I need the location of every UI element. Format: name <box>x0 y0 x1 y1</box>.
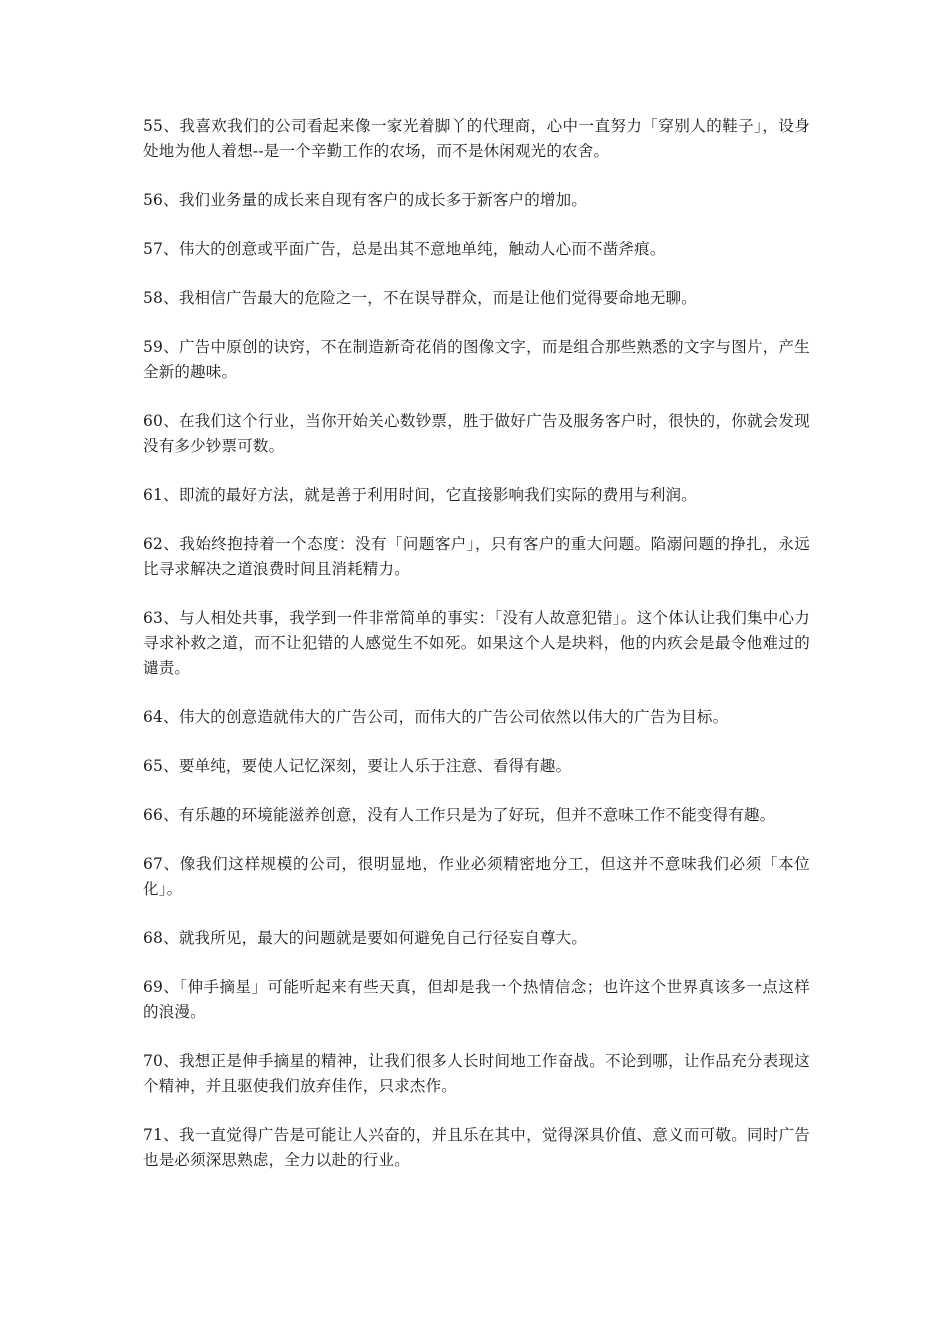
paragraph-60: 60、在我们这个行业，当你开始关心数钞票，胜于做好广告及服务客户时，很快的，你就会发现没有多少钞票可数。 <box>143 412 810 455</box>
paragraph-67: 67、像我们这样规模的公司，很明显地，作业必须精密地分工，但这并不意味我们必须「本位化」。 <box>143 855 810 898</box>
paragraph-65: 65、要单纯，要使人记忆深刻，要让人乐于注意、看得有趣。 <box>143 757 572 775</box>
paragraph-57: 57、伟大的创意或平面广告，总是出其不意地单纯，触动人心而不凿斧痕。 <box>143 240 666 258</box>
document-page <box>143 114 810 1197</box>
paragraph-55: 55、我喜欢我们的公司看起来像一家光着脚丫的代理商，心中一直努力「穿别人的鞋子」，设身处地为他人着想--是一个辛勤工作的农场，而不是休闲观光的农舍。 <box>143 117 810 160</box>
paragraph-64: 64、伟大的创意造就伟大的广告公司，而伟大的广告公司依然以伟大的广告为目标。 <box>143 708 729 726</box>
paragraph-59: 59、广告中原创的诀窍，不在制造新奇花俏的图像文字，而是组合那些熟悉的文字与图片，产生全新的趣味。 <box>143 338 810 381</box>
paragraph-63: 63、与人相处共事，我学到一件非常简单的事实：「没有人故意犯错」。这个体认让我们集中心力寻求补救之道，而不让犯错的人感觉生不如死。如果这个人是块料，他的内疚会是最令他难过的谴责。 <box>143 609 810 677</box>
paragraph-58: 58、我相信广告最大的危险之一，不在误导群众，而是让他们觉得要命地无聊。 <box>143 289 697 307</box>
paragraph-62: 62、我始终抱持着一个态度：没有「问题客户」，只有客户的重大问题。陷溺问题的挣扎，永远比寻求解决之道浪费时间且消耗精力。 <box>143 535 810 578</box>
paragraph-69: 69、「伸手摘星」可能听起来有些天真，但却是我一个热情信念；也许这个世界真该多一点这样的浪漫。 <box>143 978 810 1021</box>
paragraph-68: 68、就我所见，最大的问题就是要如何避免自己行径妄自尊大。 <box>143 929 588 947</box>
paragraph-71: 71、我一直觉得广告是可能让人兴奋的，并且乐在其中，觉得深具价值、意义而可敬。同时广告也是必须深思熟虑，全力以赴的行业。 <box>143 1126 810 1169</box>
paragraph-56: 56、我们业务量的成长来自现有客户的成长多于新客户的增加。 <box>143 191 588 209</box>
paragraph-66: 66、有乐趣的环境能滋养创意，没有人工作只是为了好玩，但并不意味工作不能变得有趣。 <box>143 806 776 824</box>
paragraph-61: 61、即流的最好方法，就是善于利用时间，它直接影响我们实际的费用与利润。 <box>143 486 697 504</box>
paragraph-70: 70、我想正是伸手摘星的精神，让我们很多人长时间地工作奋战。不论到哪，让作品充分表现这个精神，并且驱使我们放弃佳作，只求杰作。 <box>143 1052 810 1095</box>
